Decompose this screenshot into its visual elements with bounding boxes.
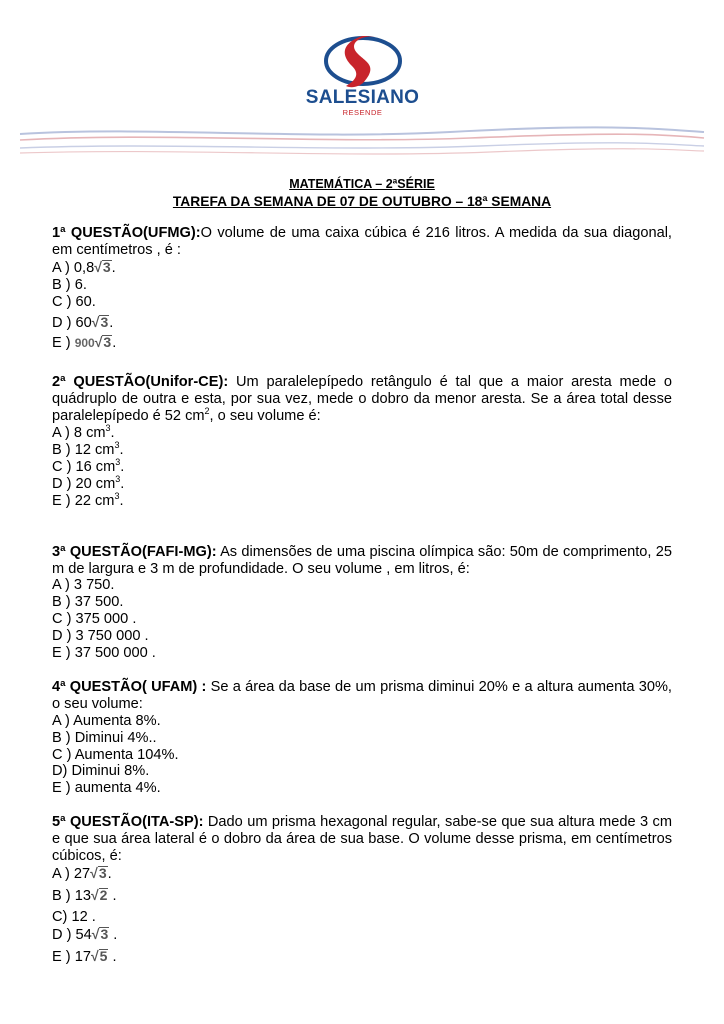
question-5-text: Dado um prisma hexagonal regular, sabe-se que sua altura mede 3 cm e que sua área lateral é o dobro da área de sua base. O volume desse prisma, em centímetros cúbicos, é:	[52, 814, 672, 865]
sqrt-symbol-icon: √3	[90, 865, 107, 881]
sqrt-symbol-icon: √5	[90, 947, 108, 964]
question-4	[52, 679, 672, 797]
question-5-label: 5ª QUESTÃO(ITA-SP):	[52, 814, 204, 831]
question-5-option-a: A ) 27√3.	[52, 865, 112, 882]
question-1-text: O volume de uma caixa cúbica é 216 litros. A medida da sua diagonal, em centímetros , é :	[52, 225, 672, 258]
sqrt-symbol-icon: √2	[90, 886, 108, 903]
question-5-option-e: E ) 17√5 .	[52, 947, 117, 965]
question-2-option-e: E ) 22 $cm^3$.	[52, 490, 124, 509]
sqrt-symbol-icon: √3	[91, 925, 109, 942]
question-5	[52, 814, 672, 965]
question-4-label: 4ª QUESTÃO( UFAM) :	[52, 678, 207, 695]
question-5-option-c: C) 12 .	[52, 908, 96, 925]
question-2-option-b: B ) 12 $cm^3$.	[52, 440, 124, 458]
decorative-waves	[0, 120, 724, 170]
salesiano-s-emblem-icon	[318, 30, 408, 92]
question-4-option-b: B ) Diminui 4%..	[52, 729, 157, 746]
question-4-option-d: D) Diminui 8%.	[52, 763, 150, 780]
sqrt-symbol-icon: √3	[94, 334, 112, 351]
question-2	[52, 374, 672, 509]
question-3-text: As dimensões de uma piscina olímpica são: 50m de comprimento, 25 m de largura e 3 m de profundidade. O seu volume , em litros, é:	[52, 543, 672, 577]
question-2-label: 2ª QUESTÃO(Unifor-CE):	[52, 374, 229, 391]
salesiano-logo	[300, 30, 425, 122]
questions-list	[52, 225, 672, 966]
question-3	[52, 544, 672, 662]
sqrt-symbol-icon: √3	[94, 258, 111, 275]
question-3-option-c: C ) 375 000 .	[52, 611, 137, 628]
question-1-label: 1ª QUESTÃO(UFMG):	[52, 225, 201, 241]
question-4-option-a: A ) Aumenta 8%.	[52, 712, 161, 729]
question-1-option-c: C ) 60.	[52, 293, 96, 310]
logo-brand-sub: RESENDE	[342, 108, 383, 117]
question-1-option-a: A ) 0,8√3.	[52, 258, 116, 276]
question-3-label: 3ª QUESTÃO(FAFI-MG):	[52, 543, 217, 560]
sqrt-symbol-icon: √3	[91, 313, 109, 330]
question-5-option-b: B ) 13√2 .	[52, 886, 117, 904]
question-3-option-a: A ) 3 750.	[52, 577, 115, 594]
question-3-option-b: B ) 37 500.	[52, 594, 124, 611]
question-2-text: Um paralelepípedo retângulo é tal que a maior aresta mede o quádruplo de outra e esta, por sua vez, mede o dobro da menor aresta. Se a área total desse paralelepípedo é 52 $cm^2$, o seu volume é:	[52, 374, 672, 425]
question-5-option-d: D ) 54√3 .	[52, 925, 118, 943]
question-4-option-c: C ) Aumenta 104%.	[52, 746, 179, 763]
logo-brand-name: SALESIANO	[305, 87, 420, 108]
question-3-option-d: D ) 3 750 000 .	[52, 628, 149, 645]
question-1-option-d: D ) 60√3.	[52, 313, 114, 331]
task-title: TAREFA DA SEMANA DE 07 DE OUTUBRO – 18ª SEMANA	[172, 194, 552, 209]
question-2-option-d: D ) 20 $cm^3$.	[52, 473, 125, 492]
question-4-option-e: E ) aumenta 4%.	[52, 780, 161, 797]
question-1	[52, 225, 672, 352]
question-2-option-c: C ) 16 $cm^3$.	[52, 457, 125, 475]
document-header	[52, 176, 672, 211]
question-1-option-e: E ) 900√3.	[52, 334, 117, 352]
question-2-option-a: A ) 8 $cm^3$.	[52, 423, 115, 442]
question-1-option-b: B ) 6.	[52, 276, 87, 293]
question-3-option-e: E ) 37 500 000 .	[52, 645, 156, 662]
question-4-text: Se a área da base de um prisma diminui 20% e a altura aumenta 30%, o seu volume:	[52, 678, 672, 712]
subject-title: MATEMÁTICA – 2ªSÉRIE	[289, 177, 435, 191]
